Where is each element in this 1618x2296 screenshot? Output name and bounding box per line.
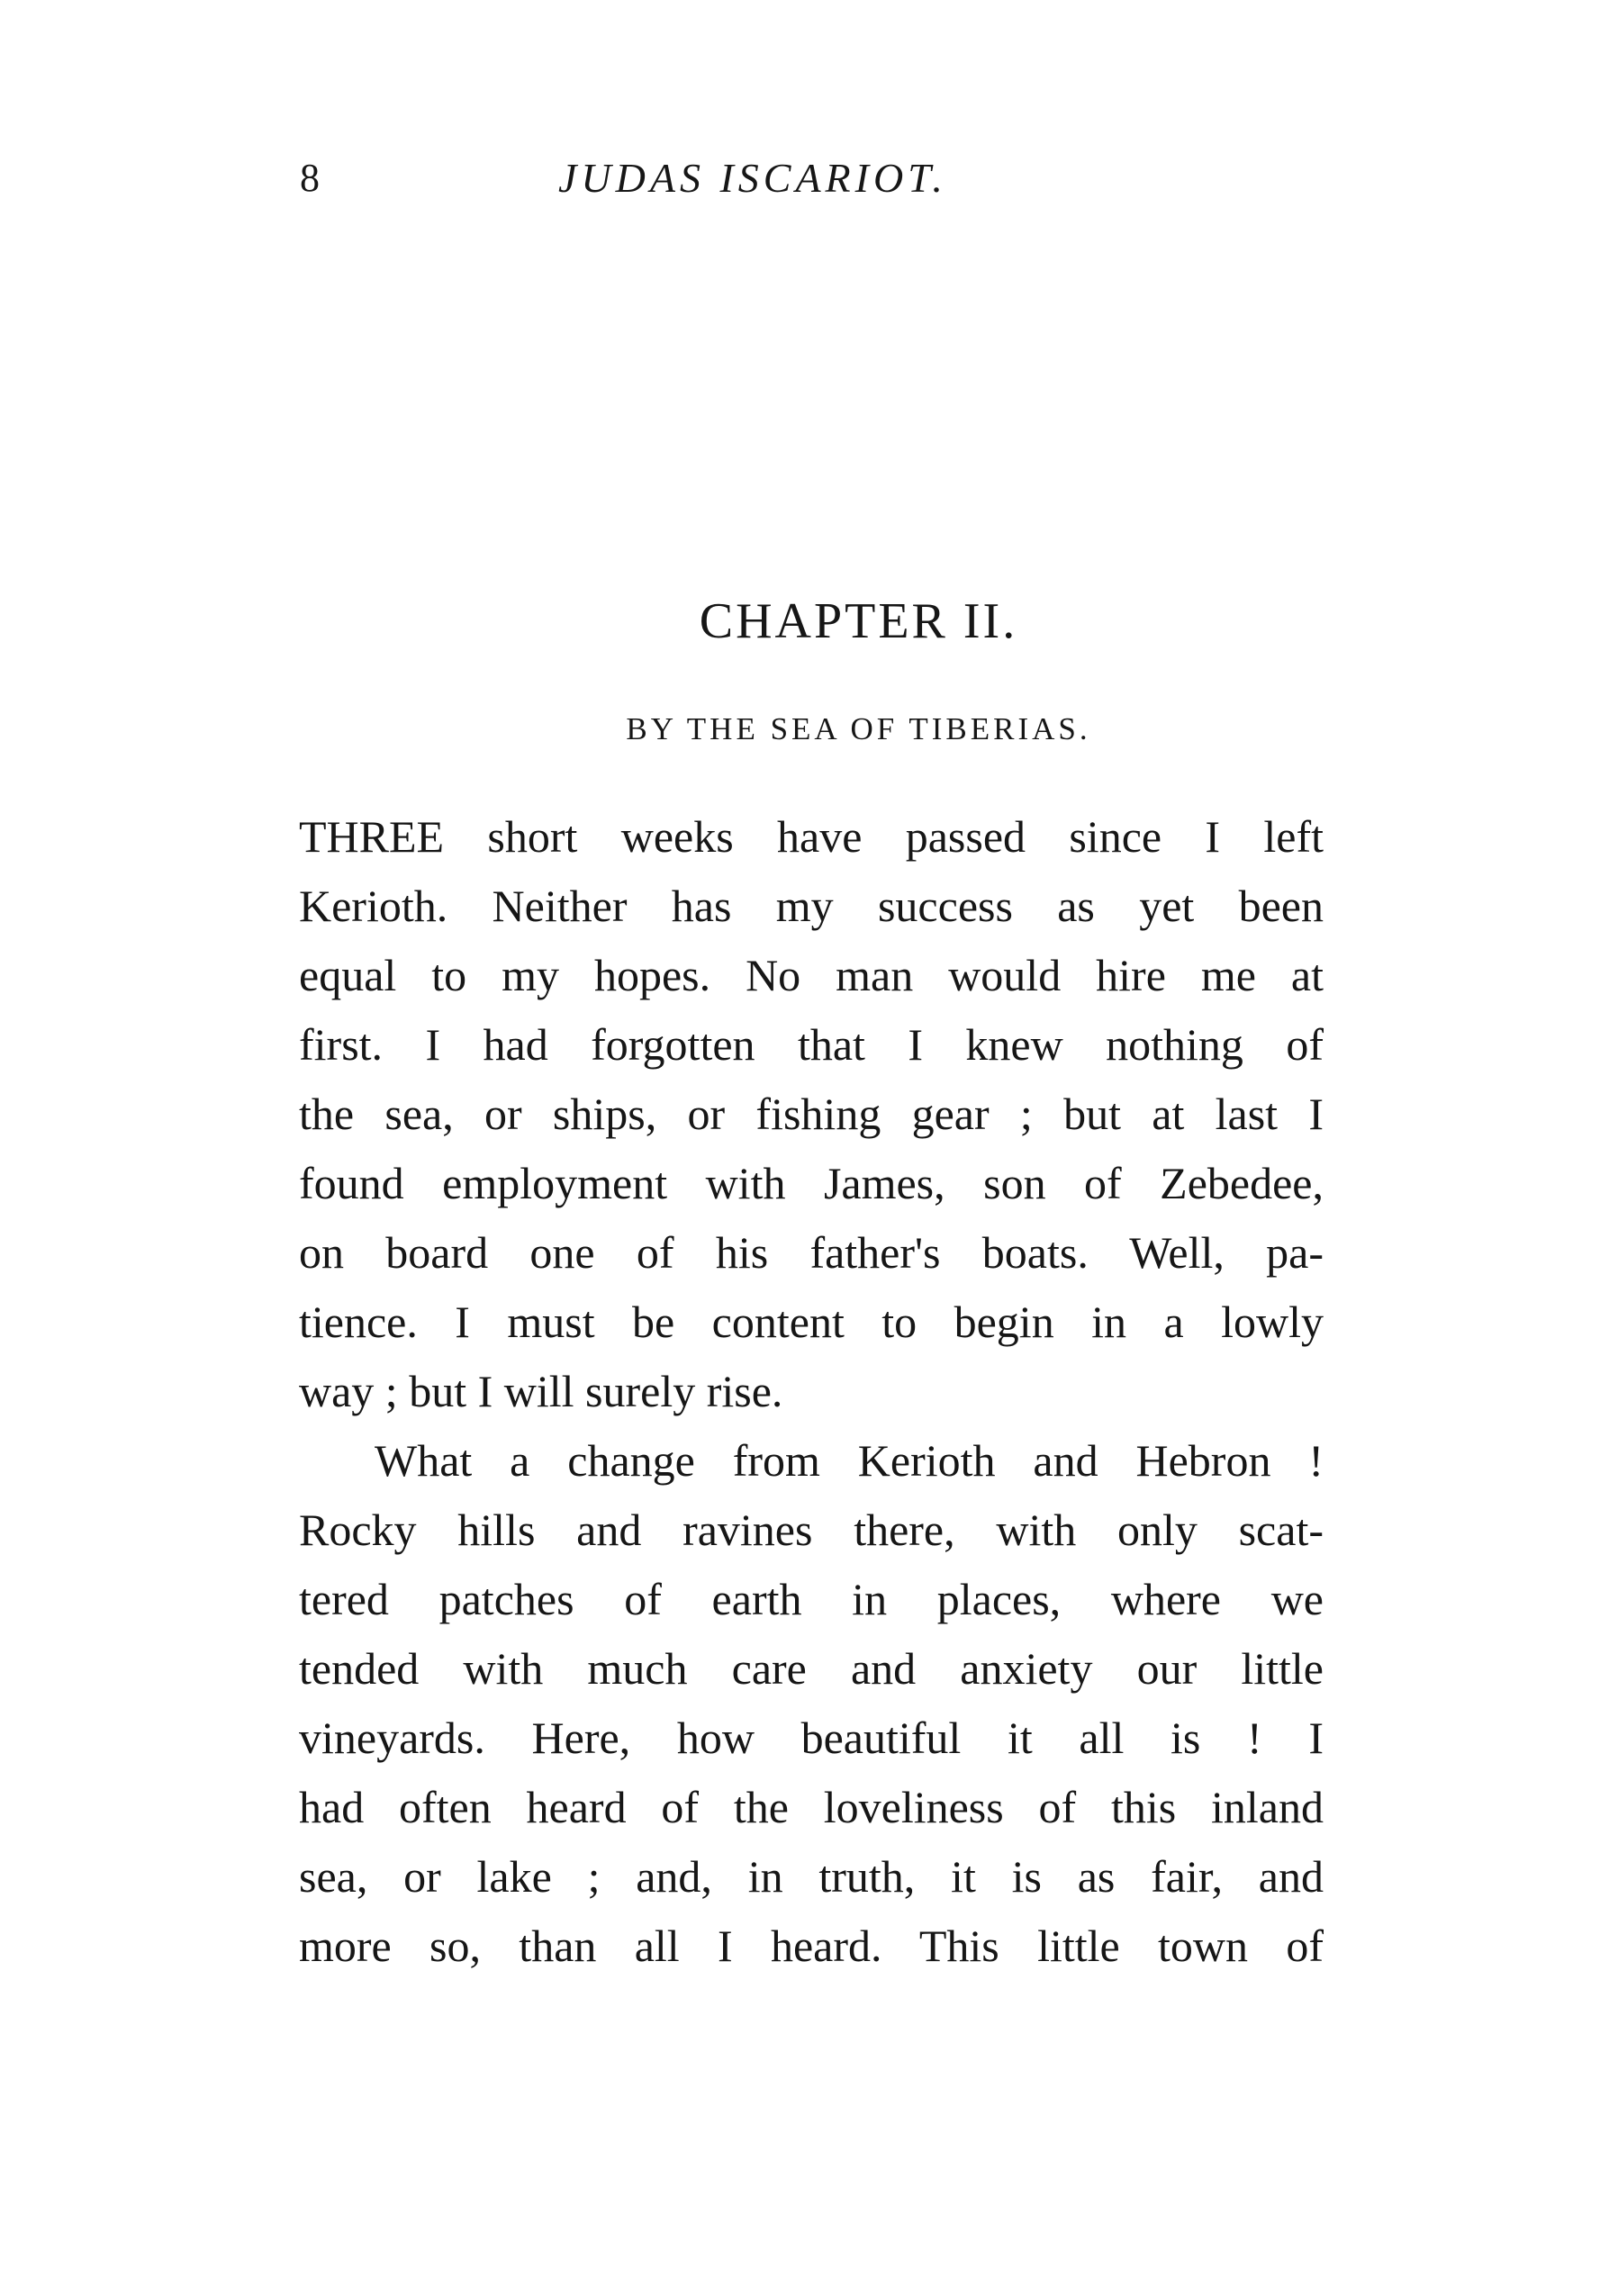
page-number: 8 [300,156,320,200]
text-line: the sea, or ships, or fishing gear ; but at last I [299,1089,1324,1139]
chapter-heading: CHAPTER II. [699,593,1018,649]
text-line: way ; but I will surely rise. [299,1366,783,1416]
text-line: on board one of his father's boats. Well, pa- [299,1227,1324,1278]
text-line: found employment with James, son of Zebedee, [299,1158,1324,1208]
text-line: more so, than all I heard. This little town of [299,1921,1324,1971]
text-line: THREE short weeks have passed since I left [299,811,1324,862]
text-line: Rocky hills and ravines there, with only scat- [299,1505,1324,1555]
text-line: tered patches of earth in places, where we [299,1574,1324,1624]
text-line: equal to my hopes. No man would hire me at [299,950,1324,1000]
text-line: had often heard of the loveliness of this inland [299,1782,1324,1832]
text-line: sea, or lake ; and, in truth, it is as fair, and [299,1851,1324,1902]
text-line: tience. I must be content to begin in a lowly [299,1297,1324,1347]
text-line: tended with much care and anxiety our little [299,1643,1324,1694]
text-line: vineyards. Here, how beautiful it all is ! I [299,1713,1324,1763]
running-head [0,151,1618,205]
text-line: Kerioth. Neither has my success as yet been [299,881,1324,931]
text-line: What a change from Kerioth and Hebron ! [375,1435,1324,1486]
body-text [299,802,1324,1981]
text-line: first. I had forgotten that I knew nothing of [299,1019,1324,1070]
running-title: JUDAS ISCARIOT. [558,155,947,201]
chapter-subtitle: BY THE SEA OF TIBERIAS. [626,711,1091,746]
